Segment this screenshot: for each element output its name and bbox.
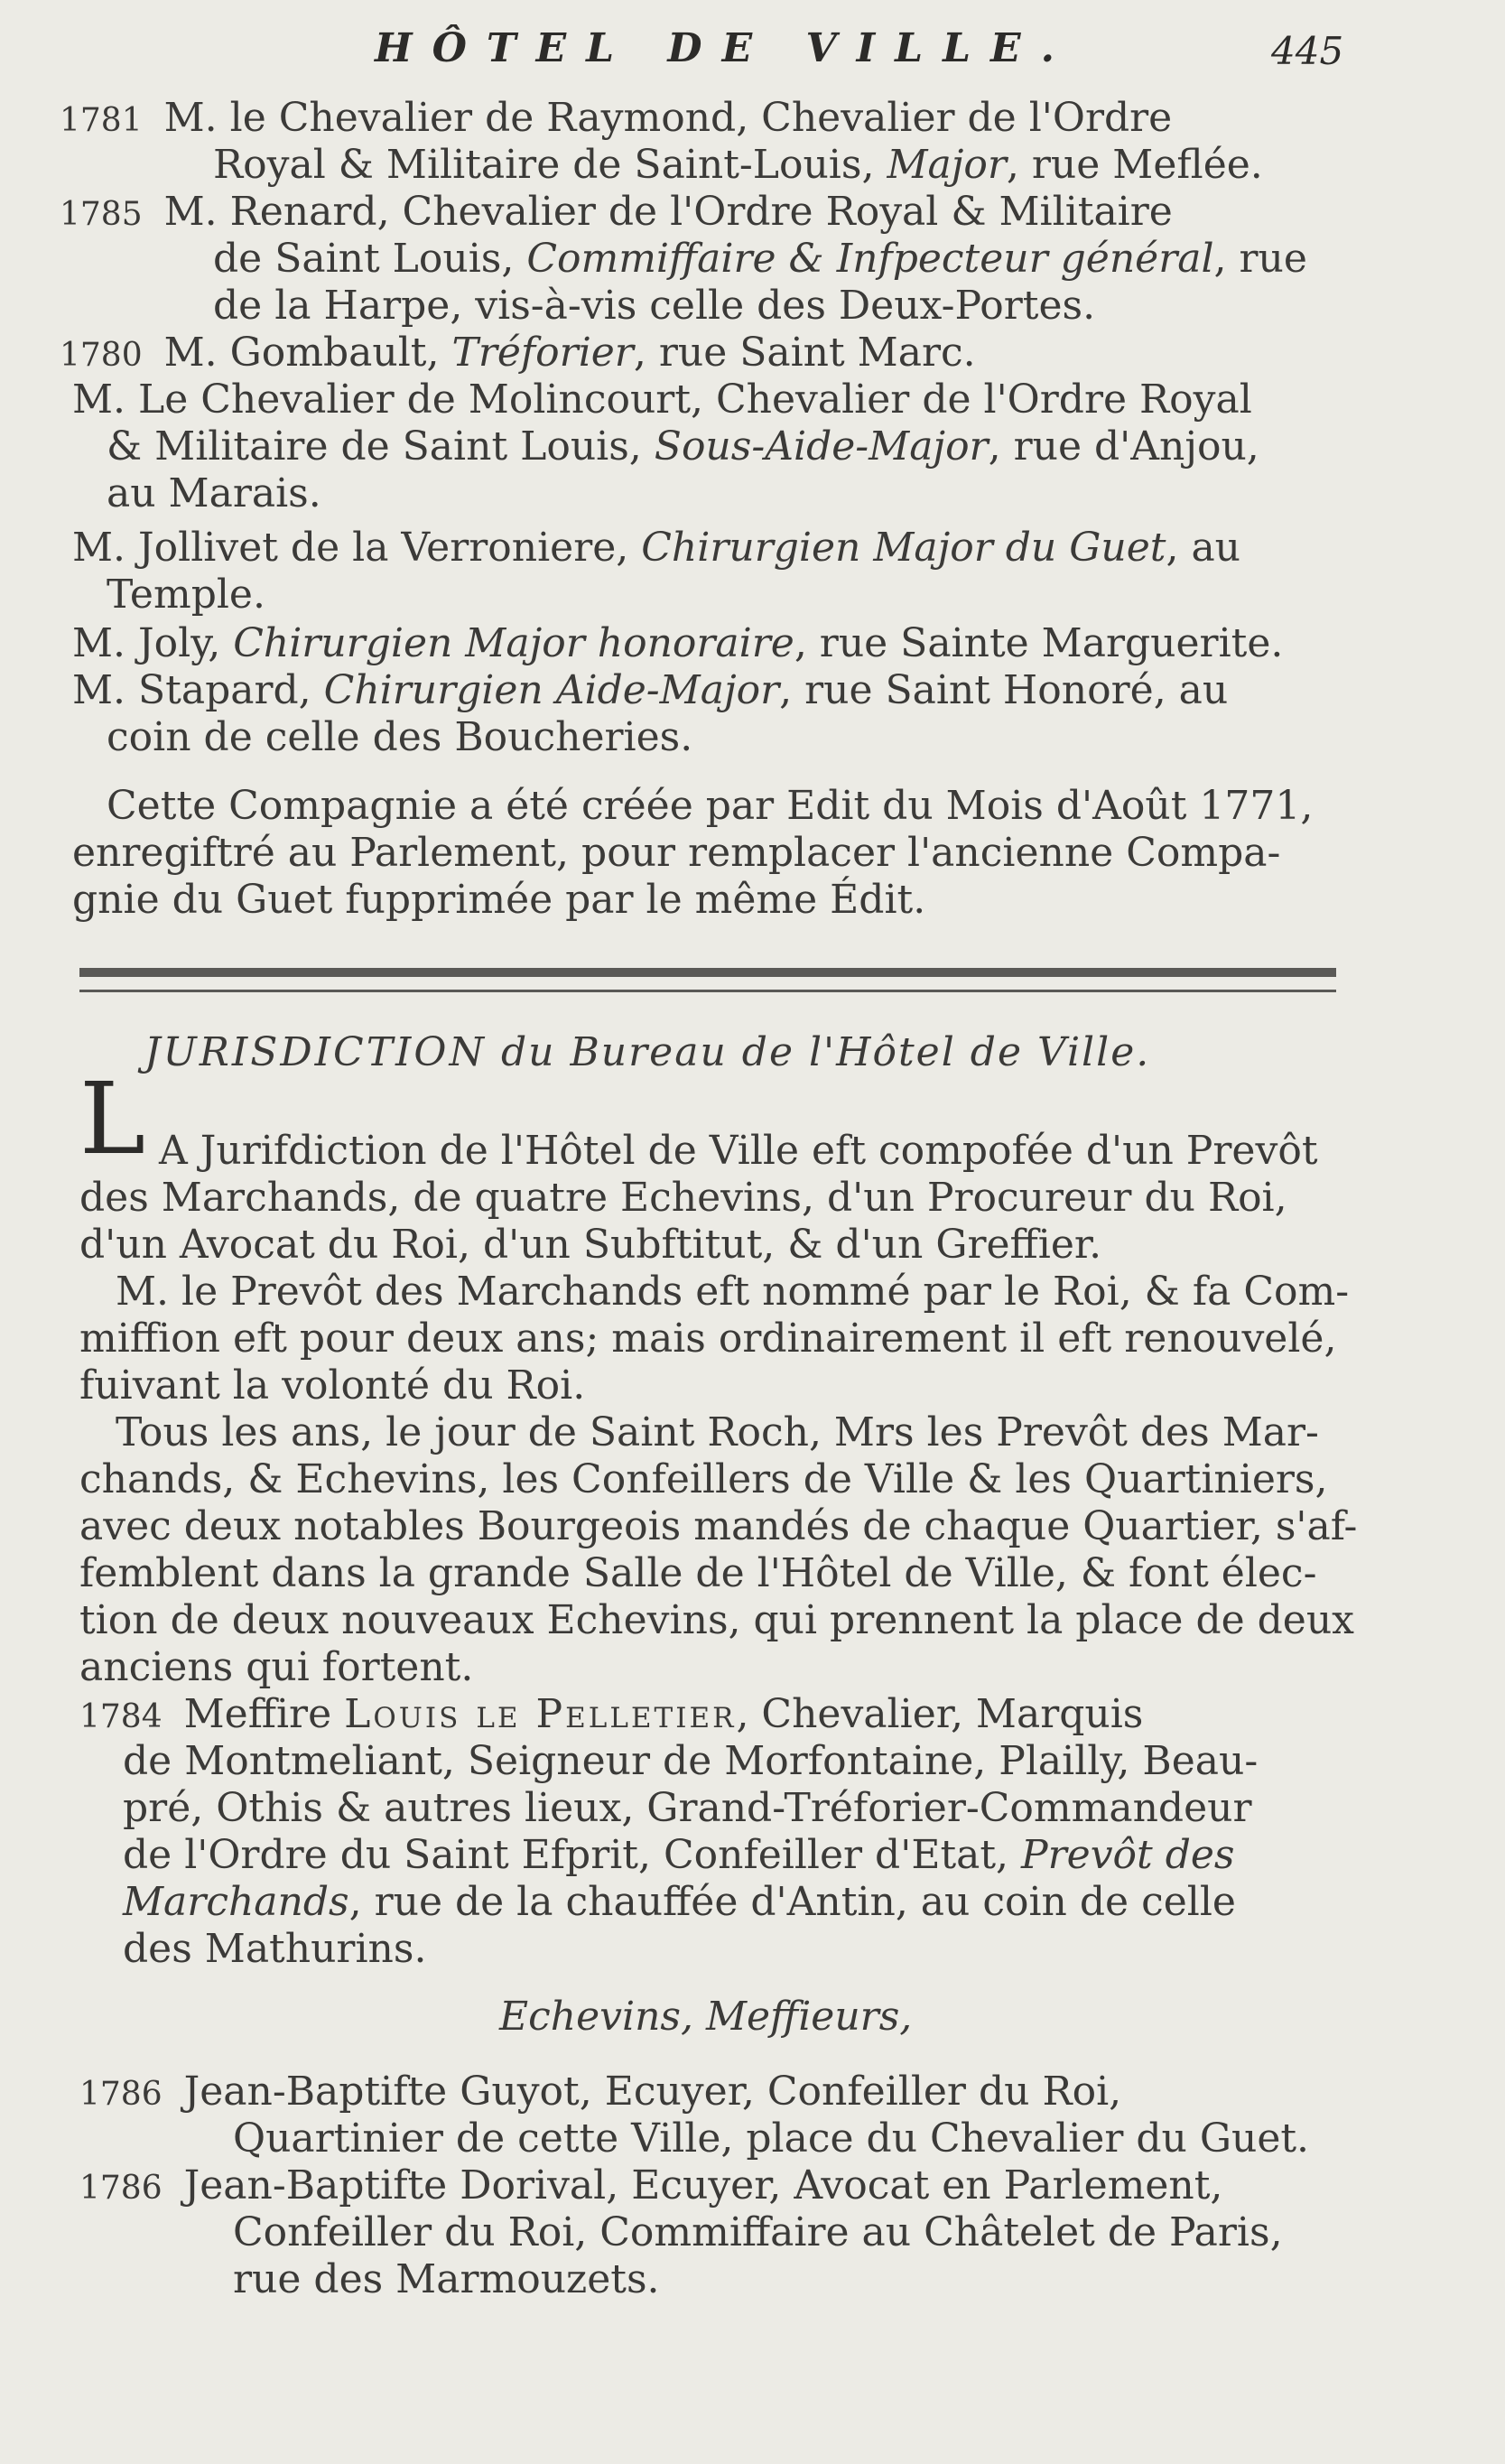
- line-text: enregiftré au Parlement, pour remplacer l'ancienne Compa-: [72, 830, 1281, 876]
- italic-text: Chirurgien Aide-Major: [323, 667, 780, 713]
- line-text: Cette Compagnie a été créée par Edit du Mois d'Août 1771,: [107, 783, 1314, 829]
- text-line: [116, 1409, 1505, 1457]
- line-text: Confeiller du Roi, Commiffaire au Châtelet de Paris,: [233, 2209, 1283, 2255]
- text-line: [107, 423, 1505, 471]
- page-number: 445: [1271, 29, 1344, 73]
- line-text: des Marchands, de quatre Echevins, d'un Procureur du Roi,: [79, 1175, 1287, 1221]
- text-line: [72, 876, 1505, 925]
- text-line: [79, 1221, 1505, 1269]
- year-marker: 1785: [60, 196, 143, 233]
- text-line: [107, 571, 1505, 619]
- text-line: [79, 1502, 1505, 1551]
- line-text: de l'Ordre du Saint Efprit, Confeiller d'Etat,: [123, 1832, 1022, 1878]
- line-text: , rue Saint Honoré, au: [779, 667, 1229, 713]
- italic-text: Sous-Aide-Major: [654, 423, 989, 470]
- line-text: M. Renard, Chevalier de l'Ordre Royal & Militaire: [151, 189, 1173, 235]
- line-text: de Saint Louis,: [213, 236, 527, 282]
- line-text: tion de deux nouveaux Echevins, qui prennent la place de deux: [79, 1597, 1354, 1643]
- text-line: [60, 94, 1505, 145]
- line-text: Quartinier de cette Ville, place du Chevalier du Guet.: [233, 2115, 1310, 2162]
- echevins-subhead: Echevins, Meffieurs,: [499, 1994, 913, 2040]
- text-line: [123, 1878, 1505, 1927]
- text-line: [72, 619, 1505, 668]
- text-line: [79, 2068, 1505, 2119]
- text-line: [79, 1362, 1505, 1410]
- italic-text: Major: [887, 142, 1007, 188]
- italic-text: Tréforier: [451, 330, 634, 376]
- year-marker: 1786: [79, 2076, 163, 2113]
- text-line: [159, 1127, 1505, 1176]
- text-line: [79, 1315, 1505, 1363]
- line-text: , rue: [1213, 236, 1307, 282]
- line-text: de Montmeliant, Seigneur de Morfontaine, Plailly, Beau-: [123, 1738, 1259, 1784]
- text-line: [123, 1925, 1505, 1974]
- text-line: [79, 1690, 1505, 1742]
- line-text: des Mathurins.: [123, 1926, 427, 1972]
- year-marker: 1780: [60, 337, 143, 374]
- line-text: coin de celle des Boucheries.: [107, 714, 693, 760]
- section-rule-thin: [79, 990, 1336, 992]
- line-text: Meffire: [171, 1691, 345, 1737]
- line-text: de la Harpe, vis-à-vis celle des Deux-Portes.: [213, 283, 1096, 329]
- text-line: [233, 2208, 1505, 2257]
- italic-text: Commiffaire & Infpecteur général: [526, 236, 1214, 282]
- text-line: [107, 782, 1505, 831]
- year-marker: 1784: [79, 1698, 163, 1735]
- line-text: Jean-Baptifte Dorival, Ecuyer, Avocat en Parlement,: [171, 2162, 1223, 2208]
- line-text: , rue Sainte Marguerite.: [794, 620, 1284, 666]
- text-line: [72, 666, 1505, 715]
- line-text: , au: [1166, 525, 1241, 571]
- text-line: [123, 1831, 1505, 1880]
- line-text: Jean-Baptifte Guyot, Ecuyer, Confeiller du Roi,: [171, 2069, 1122, 2115]
- text-line: [60, 329, 1505, 380]
- line-text: M. Joly,: [72, 620, 234, 666]
- line-text: M. le Prevôt des Marchands eft nommé par le Roi, & fa Com-: [116, 1269, 1350, 1315]
- text-line: [213, 141, 1505, 190]
- section-title-caps: JURISDICTION: [144, 1029, 487, 1075]
- line-text: au Marais.: [107, 470, 321, 516]
- line-text: avec deux notables Bourgeois mandés de chaque Quartier, s'af-: [79, 1503, 1358, 1549]
- line-text: femblent dans la grande Salle de l'Hôtel de Ville, & font élec-: [79, 1550, 1317, 1596]
- running-title: HÔTEL DE VILLE.: [375, 25, 1074, 71]
- line-text: , rue Saint Marc.: [633, 330, 976, 376]
- italic-text: Marchands: [123, 1879, 349, 1925]
- text-line: [107, 470, 1505, 518]
- text-line: [79, 1455, 1505, 1504]
- text-line: [72, 829, 1505, 878]
- line-text: Tous les ans, le jour de Saint Roch, Mrs les Prevôt des Mar-: [116, 1409, 1319, 1455]
- running-header: [0, 25, 1505, 79]
- text-line: [72, 376, 1505, 424]
- text-line: [233, 2115, 1505, 2163]
- text-line: [213, 282, 1505, 330]
- line-text: gnie du Guet fupprimée par le même Édit.: [72, 877, 926, 923]
- line-text: d'un Avocat du Roi, d'un Subftitut, & d'un Greffier.: [79, 1222, 1102, 1268]
- line-text: , Chevalier, Marquis: [736, 1691, 1144, 1737]
- section-title: [144, 1029, 1150, 1075]
- text-line: [79, 1174, 1505, 1223]
- text-line: [213, 235, 1505, 284]
- year-marker: 1786: [79, 2170, 163, 2207]
- text-line: [79, 1596, 1505, 1645]
- small-caps-name: Louis le Pelletier: [344, 1691, 737, 1737]
- text-line: [123, 1784, 1505, 1833]
- text-line: [116, 1268, 1505, 1316]
- text-line: [72, 524, 1505, 572]
- line-text: fuivant la volonté du Roi.: [79, 1362, 586, 1409]
- text-line: [60, 188, 1505, 239]
- line-text: Temple.: [107, 572, 265, 618]
- line-text: chands, & Echevins, les Confeillers de Ville & les Quartiniers,: [79, 1456, 1328, 1502]
- line-text: Royal & Militaire de Saint-Louis,: [213, 142, 887, 188]
- text-line: [79, 1643, 1505, 1692]
- line-text: A Jurifdiction de l'Hôtel de Ville eft compofée d'un Prevôt: [159, 1128, 1318, 1174]
- line-text: , rue de la chauffée d'Antin, au coin de celle: [348, 1879, 1236, 1925]
- italic-text: Prevôt des: [1021, 1832, 1235, 1878]
- year-marker: 1781: [60, 102, 143, 139]
- line-text: M. Gombault,: [151, 330, 452, 376]
- line-text: rue des Marmouzets.: [233, 2256, 660, 2302]
- drop-cap: L: [79, 1061, 146, 1176]
- line-text: , rue Meflée.: [1006, 142, 1263, 188]
- section-title-rest: du Bureau de l'Hôtel de Ville.: [487, 1029, 1151, 1075]
- line-text: pré, Othis & autres lieux, Grand-Tréforier-Commandeur: [123, 1785, 1252, 1831]
- line-text: M. Stapard,: [72, 667, 324, 713]
- italic-text: Chirurgien Major du Guet: [641, 525, 1166, 571]
- line-text: miffion eft pour deux ans; mais ordinairement il eft renouvelé,: [79, 1316, 1337, 1362]
- line-text: anciens qui fortent.: [79, 1644, 474, 1690]
- text-line: [79, 1549, 1505, 1598]
- line-text: M. le Chevalier de Raymond, Chevalier de l'Ordre: [151, 95, 1173, 141]
- line-text: , rue d'Anjou,: [988, 423, 1259, 470]
- text-line: [107, 713, 1505, 762]
- text-line: [79, 2162, 1505, 2213]
- section-rule-thick: [79, 968, 1336, 977]
- text-line: [233, 2255, 1505, 2304]
- italic-text: Chirurgien Major honoraire: [233, 620, 794, 666]
- line-text: M. Le Chevalier de Molincourt, Chevalier de l'Ordre Royal: [72, 377, 1252, 423]
- line-text: M. Jollivet de la Verroniere,: [72, 525, 642, 571]
- text-line: [123, 1737, 1505, 1786]
- line-text: & Militaire de Saint Louis,: [107, 423, 655, 470]
